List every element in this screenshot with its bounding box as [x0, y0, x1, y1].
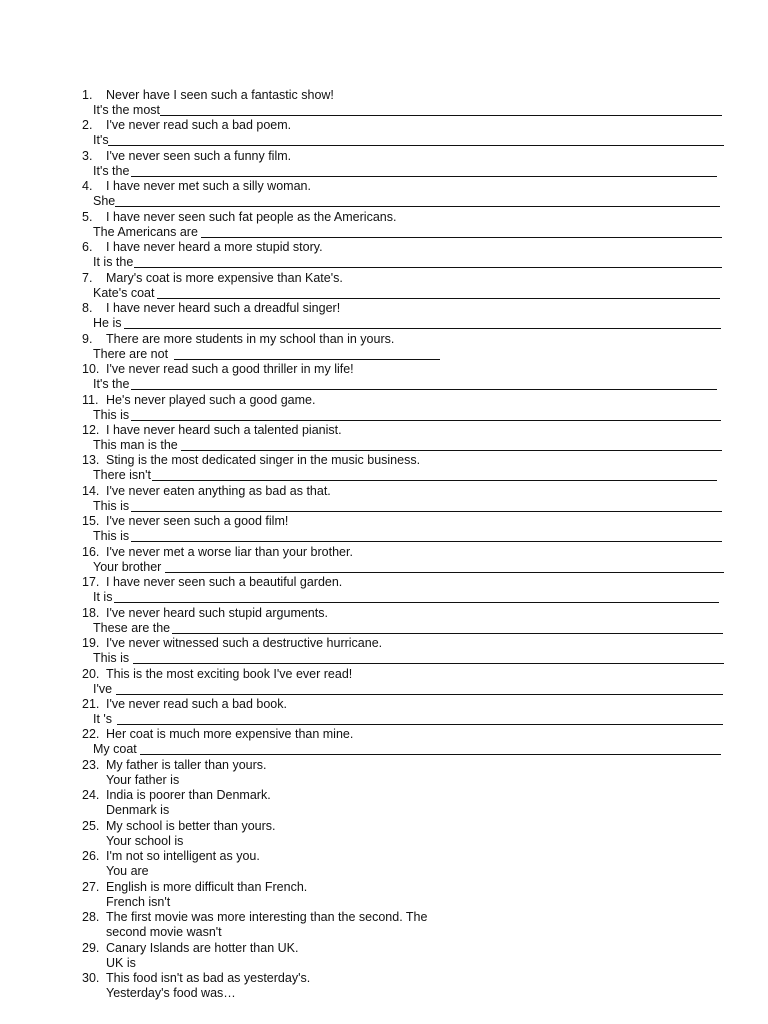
answer-prompt: I've	[93, 681, 113, 696]
exercise-question	[82, 819, 276, 834]
exercise-item	[0, 423, 768, 453]
exercise-number: 26.	[82, 849, 100, 864]
exercise-number: 27.	[82, 879, 100, 894]
answer-blank-line[interactable]	[140, 754, 721, 755]
exercise-number: 16.	[82, 544, 100, 559]
exercise-number: 17.	[82, 575, 100, 590]
exercise-question	[82, 880, 307, 895]
exercise-item	[0, 819, 768, 849]
exercise-question	[82, 484, 331, 499]
exercise-number: 25.	[82, 818, 100, 833]
answer-blank-line[interactable]	[114, 602, 719, 603]
answer-prompt: There isn't	[93, 468, 151, 483]
question-text: There are more students in my school than in yours.	[106, 331, 395, 346]
answer-blank-line[interactable]	[174, 359, 440, 360]
answer-prompt: second movie wasn't	[106, 925, 222, 940]
question-text: Her coat is much more expensive than mine.	[106, 727, 354, 742]
exercise-item	[0, 118, 768, 148]
answer-prompt: Your brother	[93, 559, 162, 574]
exercise-question	[82, 362, 354, 377]
answer-blank-line[interactable]	[131, 389, 717, 390]
question-text: I've never read such a good thriller in my life!	[106, 362, 354, 377]
question-text: My school is better than yours.	[106, 818, 276, 833]
answer-prompt: You are	[106, 864, 149, 879]
exercise-number: 30.	[82, 971, 100, 986]
exercise-number: 14.	[82, 483, 100, 498]
exercise-number: 10.	[82, 362, 100, 377]
question-text: I've never heard such stupid arguments.	[106, 605, 328, 620]
exercise-number: 12.	[82, 422, 100, 437]
exercise-question	[82, 606, 328, 621]
answer-prompt: Kate's coat	[93, 285, 155, 300]
answer-blank-line[interactable]	[108, 145, 724, 146]
exercise-number: 18.	[82, 605, 100, 620]
answer-blank-line[interactable]	[172, 633, 723, 634]
answer-blank-line[interactable]	[134, 267, 722, 268]
exercise-question	[82, 910, 427, 925]
exercise-question	[82, 575, 342, 590]
exercise-number: 2.	[82, 118, 93, 133]
answer-prompt: It's the most	[93, 103, 160, 117]
exercise-item	[0, 606, 768, 636]
answer-prompt: Yesterday's food was…	[106, 986, 236, 1001]
answer-blank-line[interactable]	[131, 176, 717, 177]
answer-prompt: French isn't	[106, 894, 171, 909]
exercise-item	[0, 667, 768, 697]
exercise-number: 24.	[82, 788, 100, 803]
exercise-number: 9.	[82, 331, 93, 346]
question-text: I've never read such a bad poem.	[106, 118, 292, 133]
exercise-item	[0, 453, 768, 483]
exercise-item	[0, 880, 768, 910]
exercise-question	[82, 514, 288, 529]
answer-prompt: It 's	[93, 712, 113, 726]
question-text: I've never met a worse liar than your brother.	[106, 544, 353, 559]
answer-prompt: She	[93, 194, 116, 209]
exercise-item	[0, 301, 768, 331]
answer-blank-line[interactable]	[131, 541, 722, 542]
question-text: Canary Islands are hotter than UK.	[106, 940, 299, 955]
exercise-item	[0, 849, 768, 879]
exercise-number: 4.	[82, 179, 93, 194]
answer-blank-line[interactable]	[131, 511, 722, 512]
exercise-question	[82, 545, 353, 560]
question-text: He's never played such a good game.	[106, 392, 316, 407]
exercise-number: 23.	[82, 757, 100, 772]
exercise-item	[0, 727, 768, 757]
exercise-number: 28.	[82, 910, 100, 925]
question-text: I have never heard such a talented pianist.	[106, 422, 342, 437]
question-text: I have never met such a silly woman.	[106, 179, 311, 194]
answer-prompt: This is	[93, 407, 130, 422]
exercise-item	[0, 271, 768, 301]
question-text: Sting is the most dedicated singer in the music business.	[106, 453, 421, 468]
exercise-item	[0, 88, 768, 118]
answer-blank-line[interactable]	[157, 298, 720, 299]
answer-prompt: It's the	[93, 163, 130, 178]
answer-prompt: Denmark is	[106, 803, 170, 818]
exercise-number: 3.	[82, 148, 93, 163]
exercise-item	[0, 149, 768, 179]
answer-blank-line[interactable]	[115, 206, 720, 207]
exercise-question	[82, 179, 311, 194]
exercise-question	[82, 332, 394, 347]
question-text: I have never heard a more stupid story.	[106, 240, 323, 255]
exercise-item	[0, 545, 768, 575]
exercise-number: 5.	[82, 209, 93, 224]
question-text: The first movie was more interesting than the second. The	[106, 910, 428, 925]
exercise-question	[82, 636, 382, 651]
answer-prompt: It is the	[93, 255, 134, 270]
answer-blank-line[interactable]	[152, 480, 717, 481]
question-text: English is more difficult than French.	[106, 879, 308, 894]
question-text: I've never seen such a funny film.	[106, 148, 292, 163]
question-text: I'm not so intelligent as you.	[106, 849, 260, 864]
exercise-number: 20.	[82, 666, 100, 681]
answer-blank-line[interactable]	[117, 724, 723, 725]
exercise-item	[0, 697, 768, 727]
exercise-question	[82, 453, 420, 468]
question-text: This is the most exciting book I've ever read!	[106, 666, 353, 681]
exercise-question	[82, 210, 396, 225]
answer-blank-line[interactable]	[133, 663, 724, 664]
answer-prompt: Your father is	[106, 772, 180, 787]
question-text: I've never read such a bad book.	[106, 697, 287, 711]
answer-prompt: This is	[93, 498, 130, 513]
exercise-item	[0, 971, 768, 1001]
exercise-item	[0, 179, 768, 209]
exercise-question	[82, 788, 271, 803]
exercise-number: 8.	[82, 301, 93, 316]
exercise-item	[0, 636, 768, 666]
exercise-item	[0, 393, 768, 423]
question-text: I've never eaten anything as bad as that.	[106, 483, 331, 498]
answer-blank-line[interactable]	[201, 237, 722, 238]
question-text: I've never seen such a good film!	[106, 514, 289, 529]
exercise-question	[82, 149, 291, 164]
exercise-question	[82, 423, 342, 438]
question-text: I have never seen such fat people as the Americans.	[106, 209, 397, 224]
question-text: I have never heard such a dreadful singer!	[106, 301, 341, 316]
exercise-question	[82, 301, 340, 316]
exercise-item	[0, 210, 768, 240]
question-text: I've never witnessed such a destructive hurricane.	[106, 636, 383, 651]
answer-prompt: It is	[93, 590, 113, 605]
answer-prompt: He is	[93, 316, 122, 331]
exercise-number: 6.	[82, 240, 93, 255]
exercise-question	[82, 88, 334, 103]
exercise-number: 7.	[82, 270, 93, 285]
answer-blank-line[interactable]	[124, 328, 721, 329]
question-text: This food isn't as bad as yesterday's.	[106, 971, 311, 986]
answer-prompt: It's the	[93, 377, 130, 392]
exercise-item	[0, 910, 768, 940]
answer-prompt: My coat	[93, 742, 137, 757]
answer-prompt: It's	[93, 133, 109, 148]
exercise-item	[0, 575, 768, 605]
exercise-question	[82, 758, 266, 773]
answer-prompt: This is	[93, 651, 130, 666]
exercise-number: 19.	[82, 636, 100, 651]
exercise-item	[0, 758, 768, 788]
answer-prompt: The Americans are	[93, 224, 198, 239]
question-text: I have never seen such a beautiful garden.	[106, 575, 343, 590]
answer-prompt: These are the	[93, 620, 171, 635]
exercise-item	[0, 240, 768, 270]
exercise-item	[0, 788, 768, 818]
exercise-item	[0, 484, 768, 514]
exercise-item	[0, 332, 768, 362]
exercise-number: 11.	[82, 392, 99, 407]
exercise-question	[82, 971, 310, 986]
exercise-question	[82, 271, 343, 286]
answer-blank-line[interactable]	[165, 572, 724, 573]
exercise-question	[82, 667, 352, 682]
answer-prompt: There are not	[93, 346, 169, 361]
exercise-question	[82, 118, 291, 133]
exercise-item	[0, 941, 768, 971]
exercise-question	[82, 849, 260, 864]
question-text: My father is taller than yours.	[106, 757, 267, 772]
answer-prompt: Your school is	[106, 833, 184, 848]
answer-blank-line[interactable]	[131, 420, 721, 421]
answer-blank-line[interactable]	[160, 115, 722, 116]
exercise-number: 22.	[82, 727, 100, 742]
exercise-question	[82, 697, 287, 712]
exercise-number: 1.	[82, 88, 93, 102]
exercise-number: 13.	[82, 453, 100, 468]
exercise-item	[0, 362, 768, 392]
exercise-question	[82, 941, 298, 956]
exercise-number: 15.	[82, 514, 100, 529]
answer-blank-line[interactable]	[181, 450, 722, 451]
question-text: India is poorer than Denmark.	[106, 788, 271, 803]
question-text: Mary's coat is more expensive than Kate's.	[106, 270, 343, 285]
exercise-question	[82, 393, 315, 408]
answer-prompt: UK is	[106, 955, 136, 970]
exercise-number: 21.	[82, 697, 100, 711]
answer-prompt: This man is the	[93, 437, 178, 452]
exercise-number: 29.	[82, 940, 100, 955]
answer-blank-line[interactable]	[116, 694, 723, 695]
exercise-question	[82, 240, 323, 255]
question-text: Never have I seen such a fantastic show!	[106, 88, 334, 102]
answer-prompt: This is	[93, 529, 130, 544]
exercise-question	[82, 727, 353, 742]
exercise-item	[0, 514, 768, 544]
